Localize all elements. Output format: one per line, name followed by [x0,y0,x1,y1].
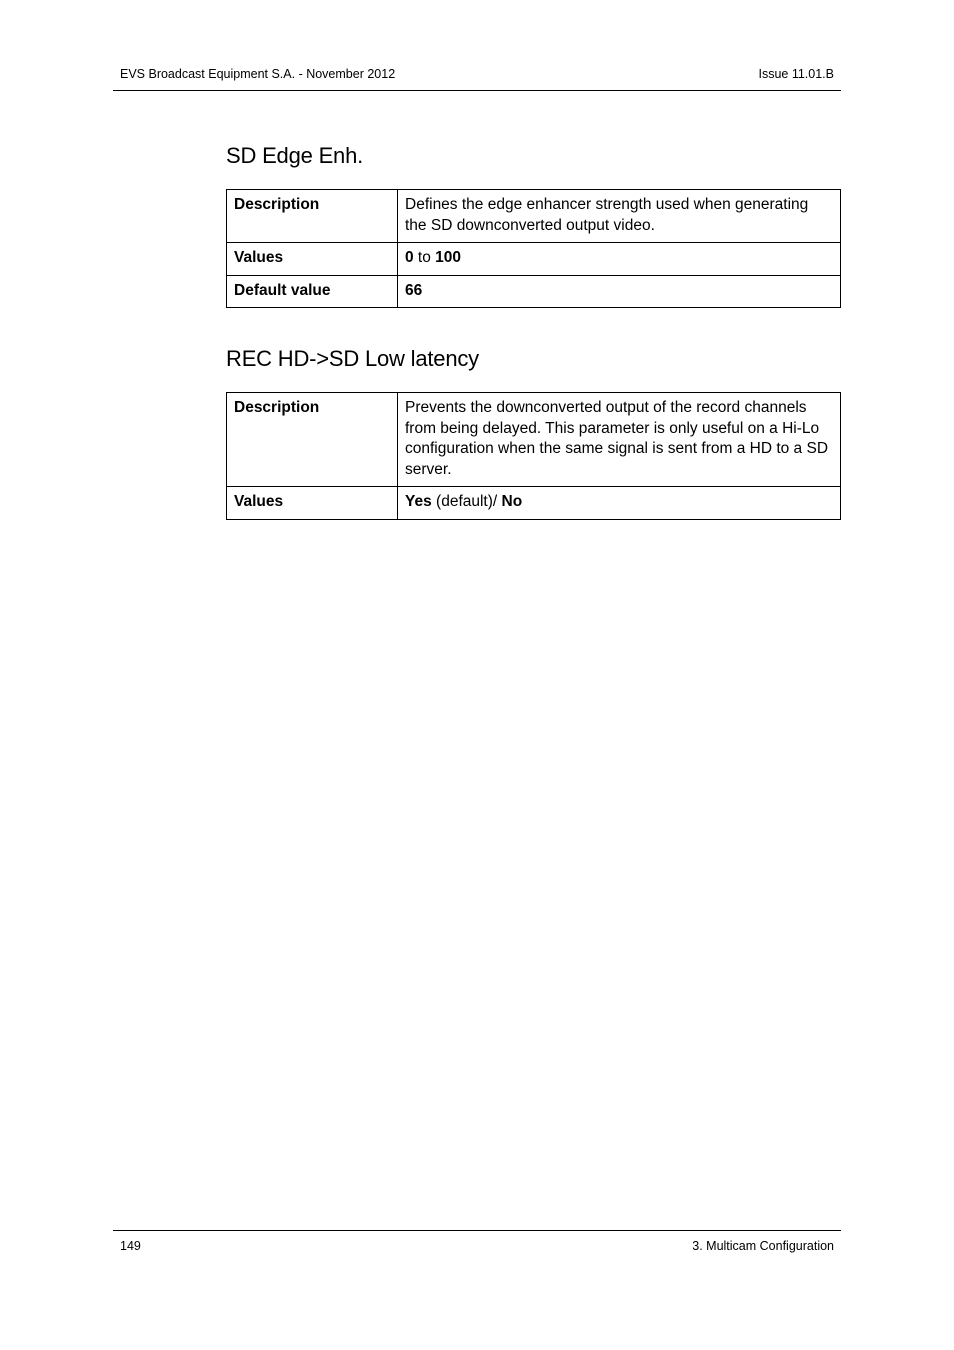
table-row-values [227,487,841,520]
table-row-default [227,275,841,308]
row-value: 66 [398,275,841,308]
parameter-table-sd-edge-enh [226,189,841,308]
page-footer [113,1230,841,1253]
page-header [113,64,841,91]
value-min: 0 [405,249,414,266]
value-yes: Yes [405,493,432,510]
value-max: 100 [435,249,462,266]
table-row-description [227,190,841,243]
value-no: No [501,493,523,510]
table-row-description [227,393,841,487]
page-number: 149 [120,1239,141,1253]
row-label: Values [227,243,398,276]
table-row-values [227,243,841,276]
row-value [398,487,841,520]
header-issue: Issue 11.01.B [758,67,834,81]
section-title-rec-hd-sd-low-latency: REC HD->SD Low latency [226,346,479,371]
row-value: Defines the edge enhancer strength used when generating the SD downconverted output video. [398,190,841,243]
value-separator: (default)/ [431,493,502,510]
row-label: Default value [227,275,398,308]
row-label: Values [227,487,398,520]
row-label: Description [227,190,398,243]
footer-chapter: 3. Multicam Configuration [692,1239,834,1253]
parameter-table-rec-hd-sd-low-latency [226,392,841,520]
row-label: Description [227,393,398,487]
value-separator: to [413,249,436,266]
row-value: Prevents the downconverted output of the record channels from being delayed. This parameter is only useful on a Hi-Lo configuration when the same signal is sent from a HD to a SD server. [398,393,841,487]
header-publisher: EVS Broadcast Equipment S.A. - November 2012 [120,67,396,81]
row-value [398,243,841,276]
section-title-sd-edge-enh: SD Edge Enh. [226,143,364,168]
